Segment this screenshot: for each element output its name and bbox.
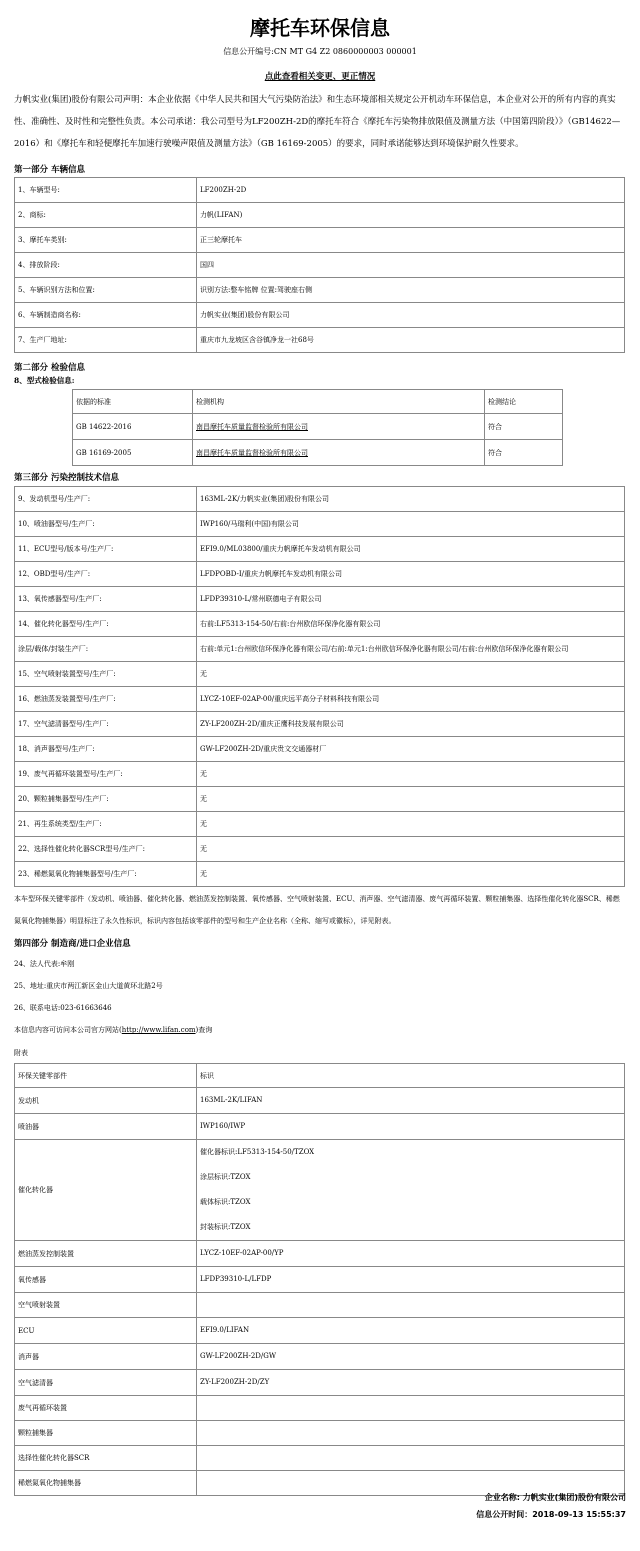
key-part-name-text: 喷油器 bbox=[18, 1122, 39, 1131]
key-part-marks bbox=[197, 1088, 625, 1114]
key-part-name bbox=[15, 1267, 197, 1293]
component-value bbox=[197, 687, 625, 712]
component-label-text: 18、消声器型号/生产厂: bbox=[18, 745, 95, 753]
component-value bbox=[197, 712, 625, 737]
component-value-text: LFDP39310-L/常州联德电子有限公司 bbox=[200, 595, 322, 603]
component-value bbox=[197, 537, 625, 562]
vehicle-field-label bbox=[15, 278, 197, 303]
page-title: 摩托车环保信息 bbox=[250, 16, 390, 40]
mark-text: LFDP39310-L/LFDP bbox=[200, 1275, 272, 1283]
vehicle-field-label bbox=[15, 303, 197, 328]
table-row bbox=[15, 562, 625, 587]
component-label bbox=[15, 787, 197, 812]
table-row bbox=[15, 1421, 625, 1446]
standard-cell-text: GB 14622-2016 bbox=[76, 422, 132, 431]
key-parts-note: 本车型环保关键零部件（发动机、喷油器、催化转化器、燃油蒸发控制装置、氧传感器、空气喷射装置、ECU、消声器、空气滤清器、废气再循环装置、颗粒捕集器、选择性催化转化器SCR、稀燃氮氧化物捕集器）明显标注了永久性标识，标识内容包括该零部件的型号和生产企业名称（全称、缩写或徽标），详见附表。 bbox=[14, 895, 620, 925]
testing-org-cell bbox=[193, 414, 485, 440]
vehicle-field-label-text: 4、排放阶段: bbox=[18, 261, 60, 269]
vehicle-field-value-text: 重庆市九龙坡区含谷镇净龙一社68号 bbox=[200, 336, 314, 344]
mark-text: 涂层标识:TZOX bbox=[200, 1173, 251, 1181]
change-history-link[interactable]: 点此查看相关变更、更正情况 bbox=[264, 72, 376, 82]
table-row bbox=[15, 637, 625, 662]
vehicle-field-label bbox=[15, 228, 197, 253]
component-label bbox=[15, 662, 197, 687]
vehicle-field-label-text: 2、商标: bbox=[18, 211, 46, 219]
key-part-name bbox=[15, 1396, 197, 1421]
key-part-marks bbox=[197, 1114, 625, 1140]
table-row bbox=[15, 837, 625, 862]
part4-heading: 第四部分 制造商/进口企业信息 bbox=[14, 939, 131, 949]
component-value bbox=[197, 762, 625, 787]
component-value-text: 无 bbox=[200, 820, 207, 828]
column-header-text: 依据的标准 bbox=[76, 397, 111, 406]
testing-org-cell-text[interactable]: 南昌摩托车质量监督检验所有限公司 bbox=[196, 448, 308, 457]
column-header bbox=[15, 1064, 197, 1088]
component-value bbox=[197, 487, 625, 512]
vehicle-field-value-text: LF200ZH-2D bbox=[200, 186, 247, 194]
component-value bbox=[197, 662, 625, 687]
vehicle-field-value bbox=[197, 228, 625, 253]
vehicle-field-value bbox=[197, 203, 625, 228]
mark-text: EFI9.0/LIFAN bbox=[200, 1326, 250, 1334]
key-part-name bbox=[15, 1370, 197, 1396]
component-label-text: 17、空气滤清器型号/生产厂: bbox=[18, 720, 109, 728]
component-value bbox=[197, 787, 625, 812]
component-label bbox=[15, 637, 197, 662]
mark-text: ZY-LF200ZH-2D/ZY bbox=[200, 1378, 270, 1386]
key-part-marks bbox=[197, 1446, 625, 1471]
component-label bbox=[15, 762, 197, 787]
column-header-text: 标识 bbox=[200, 1071, 214, 1080]
table-row bbox=[15, 787, 625, 812]
key-part-name bbox=[15, 1293, 197, 1318]
component-value bbox=[197, 637, 625, 662]
component-value-text: ZY-LF200ZH-2D/重庆正鹰科技发展有限公司 bbox=[200, 720, 344, 728]
column-header bbox=[193, 390, 485, 414]
footer-company: 企业名称: 力帆实业(集团)股份有限公司 bbox=[484, 1493, 626, 1502]
key-part-name-text: 催化转化器 bbox=[18, 1186, 53, 1194]
key-part-marks bbox=[197, 1421, 625, 1446]
key-part-marks bbox=[197, 1267, 625, 1293]
table-row bbox=[15, 487, 625, 512]
vehicle-field-label bbox=[15, 328, 197, 353]
key-part-name bbox=[15, 1088, 197, 1114]
vehicle-field-label-text: 5、车辆识别方法和位置: bbox=[18, 286, 95, 294]
website-query-suffix: )查询 bbox=[195, 1026, 213, 1034]
key-part-marks bbox=[197, 1318, 625, 1344]
key-part-name-text: 空气喷射装置 bbox=[18, 1301, 60, 1309]
component-label bbox=[15, 687, 197, 712]
key-part-name bbox=[15, 1471, 197, 1496]
table-row bbox=[15, 1293, 625, 1318]
key-part-name bbox=[15, 1344, 197, 1370]
table-row bbox=[15, 303, 625, 328]
component-label bbox=[15, 487, 197, 512]
component-label-text: 19、废气再循环装置型号/生产厂: bbox=[18, 770, 123, 778]
key-part-name-text: 废气再循环装置 bbox=[18, 1404, 67, 1412]
component-label bbox=[15, 537, 197, 562]
mark-text: 催化器标识:LF5313-154-50/TZOX bbox=[200, 1148, 315, 1156]
disclosure-number: 信息公开编号:CN MT G4 Z2 0860000003 000001 bbox=[223, 47, 417, 56]
vehicle-field-value-text: 识别方法:整车铭牌 位置:驾驶座右侧 bbox=[200, 286, 312, 294]
vehicle-field-value bbox=[197, 303, 625, 328]
component-label bbox=[15, 812, 197, 837]
component-value-text: IWP160/马瑞利(中国)有限公司 bbox=[200, 520, 299, 528]
vehicle-field-value-text: 力帆(LIFAN) bbox=[200, 211, 243, 219]
key-part-name-text: 消声器 bbox=[18, 1352, 39, 1361]
key-part-name-text: 颗粒捕集器 bbox=[18, 1429, 53, 1437]
component-label bbox=[15, 737, 197, 762]
testing-org-cell bbox=[193, 440, 485, 466]
component-value-text: 163ML-2K/力帆实业(集团)股份有限公司 bbox=[200, 495, 330, 503]
column-header-text: 检测结论 bbox=[488, 397, 516, 406]
footer-time: 信息公开时间：2018-09-13 15:55:37 bbox=[476, 1510, 626, 1519]
component-value-text: 无 bbox=[200, 870, 207, 878]
key-part-name-text: ECU bbox=[18, 1326, 35, 1335]
component-label-text: 13、氧传感器型号/生产厂: bbox=[18, 595, 102, 603]
table-row bbox=[15, 1267, 625, 1293]
appendix-table bbox=[14, 1063, 625, 1496]
table-row bbox=[15, 1114, 625, 1140]
key-part-name-text: 燃油蒸发控制装置 bbox=[18, 1249, 74, 1258]
table-row bbox=[73, 440, 563, 466]
component-label-text: 22、选择性催化转化器SCR型号/生产厂: bbox=[18, 845, 146, 853]
key-part-name-text: 稀燃氮氧化物捕集器 bbox=[18, 1479, 81, 1487]
key-part-name-text: 空气滤清器 bbox=[18, 1378, 53, 1387]
key-part-name bbox=[15, 1241, 197, 1267]
component-label-text: 14、催化转化器型号/生产厂: bbox=[18, 620, 109, 628]
component-label-text: 20、颗粒捕集器型号/生产厂: bbox=[18, 795, 109, 803]
vehicle-field-value bbox=[197, 178, 625, 203]
vehicle-field-value-text: 正三轮摩托车 bbox=[200, 236, 242, 244]
component-label-text: 12、OBD型号/生产厂: bbox=[18, 570, 91, 578]
table-header-row bbox=[73, 390, 563, 414]
vehicle-info-table bbox=[14, 177, 625, 353]
table-row bbox=[15, 537, 625, 562]
result-cell-text: 符合 bbox=[488, 448, 502, 457]
component-value bbox=[197, 862, 625, 887]
mark-text: 163ML-2K/LIFAN bbox=[200, 1096, 263, 1104]
key-part-marks bbox=[197, 1293, 625, 1318]
component-value-text: 无 bbox=[200, 795, 207, 803]
contact-phone: 26、联系电话:023-61663646 bbox=[14, 1004, 112, 1012]
column-header bbox=[197, 1064, 625, 1088]
component-value-text: EFI9.0/ML03800/重庆力帆摩托车发动机有限公司 bbox=[200, 545, 361, 553]
component-value bbox=[197, 587, 625, 612]
vehicle-field-label bbox=[15, 178, 197, 203]
table-row bbox=[15, 862, 625, 887]
component-label bbox=[15, 612, 197, 637]
pollution-control-table bbox=[14, 486, 625, 887]
component-label bbox=[15, 562, 197, 587]
component-value bbox=[197, 737, 625, 762]
vehicle-field-value bbox=[197, 278, 625, 303]
component-value-text: 右前:LF5313-154-50/右前:台州欧信环保净化器有限公司 bbox=[200, 620, 381, 628]
table-row bbox=[15, 737, 625, 762]
component-label-text: 10、喷油器型号/生产厂: bbox=[18, 520, 95, 528]
component-value bbox=[197, 837, 625, 862]
vehicle-field-label-text: 7、生产厂地址: bbox=[18, 336, 67, 344]
component-value-text: LFDPOBD-I/重庆力帆摩托车发动机有限公司 bbox=[200, 570, 342, 578]
component-value-text: 右前:单元1:台州欧信环保净化器有限公司/右前:单元1:台州欧信环保净化器有限公司/右前:台州欧信环保净化器有限公司 bbox=[200, 645, 569, 653]
mark-text: 封装标识:TZOX bbox=[200, 1223, 251, 1231]
standard-cell-text: GB 16169-2005 bbox=[76, 448, 132, 457]
table-row bbox=[15, 1396, 625, 1421]
key-part-name-text: 选择性催化转化器SCR bbox=[18, 1454, 90, 1462]
table-row bbox=[15, 762, 625, 787]
component-value-text: LYCZ-10EF-02AP-00/重庆远平高分子材料科技有限公司 bbox=[200, 695, 380, 703]
key-part-name bbox=[15, 1114, 197, 1140]
key-part-name-text: 发动机 bbox=[18, 1096, 39, 1105]
table-row bbox=[15, 1140, 625, 1241]
key-part-marks bbox=[197, 1241, 625, 1267]
vehicle-field-label-text: 6、车辆制造商名称: bbox=[18, 311, 81, 319]
testing-org-cell-text[interactable]: 南昌摩托车质量监督检验所有限公司 bbox=[196, 422, 308, 431]
standard-cell bbox=[73, 414, 193, 440]
component-label-text: 涂层/载体/封装生产厂: bbox=[18, 645, 89, 653]
legal-representative: 24、法人代表:牟刚 bbox=[14, 960, 75, 968]
key-part-name bbox=[15, 1140, 197, 1241]
table-row bbox=[15, 1318, 625, 1344]
table-row bbox=[15, 587, 625, 612]
mark-text: LYCZ-10EF-02AP-00/YP bbox=[200, 1249, 284, 1257]
part2-heading: 第二部分 检验信息 bbox=[14, 363, 85, 373]
type-inspection-label: 8、型式检验信息: bbox=[14, 376, 75, 385]
column-header-text: 检测机构 bbox=[196, 397, 224, 406]
part3-heading: 第三部分 污染控制技术信息 bbox=[14, 473, 119, 483]
key-part-marks bbox=[197, 1370, 625, 1396]
component-label-text: 15、空气喷射装置型号/生产厂: bbox=[18, 670, 116, 678]
company-statement: 力帆实业(集团)股份有限公司声明：本企业依据《中华人民共和国大气污染防治法》和生态环境部相关规定公开机动车环保信息，本企业对公开的所有内容的真实性、准确性、及时性和完整性负责。本公司承诺：我公司型号为LF200ZH-2D的摩托车符合《摩托车污染物排放限值及测量方法（中国第四阶段）》（GB14622—2016）和《摩托车和轻便摩托车加速行驶噪声限值及测量方法》（GB 16169-2005）的要求，同时承诺能够达到环境保护耐久性要求。 bbox=[14, 95, 621, 149]
component-value-text: 无 bbox=[200, 845, 207, 853]
table-row bbox=[15, 278, 625, 303]
key-part-marks bbox=[197, 1140, 625, 1241]
component-label-text: 16、燃油蒸发装置型号/生产厂: bbox=[18, 695, 116, 703]
component-label-text: 11、ECU型号/版本号/生产厂: bbox=[18, 545, 114, 553]
inspection-table bbox=[72, 389, 563, 466]
component-label bbox=[15, 587, 197, 612]
result-cell bbox=[485, 440, 563, 466]
vehicle-field-value bbox=[197, 253, 625, 278]
key-part-marks bbox=[197, 1344, 625, 1370]
table-row bbox=[73, 414, 563, 440]
column-header bbox=[73, 390, 193, 414]
component-value-text: 无 bbox=[200, 670, 207, 678]
table-row bbox=[15, 328, 625, 353]
table-row bbox=[15, 1241, 625, 1267]
table-row bbox=[15, 712, 625, 737]
column-header-text: 环保关键零部件 bbox=[18, 1071, 67, 1080]
table-row bbox=[15, 253, 625, 278]
vehicle-field-value-text: 国四 bbox=[200, 261, 214, 269]
component-label bbox=[15, 712, 197, 737]
table-row bbox=[15, 203, 625, 228]
component-label-text: 23、稀燃氮氧化物捕集器型号/生产厂: bbox=[18, 870, 137, 878]
vehicle-field-label-text: 1、车辆型号: bbox=[18, 186, 60, 194]
component-label bbox=[15, 862, 197, 887]
table-row bbox=[15, 228, 625, 253]
vehicle-field-value-text: 力帆实业(集团)股份有限公司 bbox=[200, 311, 290, 319]
website-link[interactable]: http://www.lifan.com bbox=[121, 1026, 196, 1034]
vehicle-field-label bbox=[15, 203, 197, 228]
component-value-text: GW-LF200ZH-2D/重庆贵文交通器材厂 bbox=[200, 745, 327, 753]
company-address: 25、地址:重庆市两江新区金山大道黄环北路2号 bbox=[14, 982, 163, 990]
column-header bbox=[485, 390, 563, 414]
key-part-name bbox=[15, 1421, 197, 1446]
table-row bbox=[15, 812, 625, 837]
component-label bbox=[15, 837, 197, 862]
table-row bbox=[15, 612, 625, 637]
component-value bbox=[197, 512, 625, 537]
mark-text: GW-LF200ZH-2D/GW bbox=[200, 1352, 277, 1360]
result-cell-text: 符合 bbox=[488, 422, 502, 431]
component-label-text: 9、发动机型号/生产厂: bbox=[18, 495, 91, 503]
result-cell bbox=[485, 414, 563, 440]
table-row bbox=[15, 687, 625, 712]
key-part-marks bbox=[197, 1396, 625, 1421]
mark-text: 载体标识:TZOX bbox=[200, 1198, 251, 1206]
component-label bbox=[15, 512, 197, 537]
component-value bbox=[197, 812, 625, 837]
mark-text: IWP160/IWP bbox=[200, 1122, 246, 1130]
website-query-line bbox=[14, 1025, 212, 1035]
table-row bbox=[15, 178, 625, 203]
table-row bbox=[15, 662, 625, 687]
table-header-row bbox=[15, 1064, 625, 1088]
vehicle-field-label-text: 3、摩托车类别: bbox=[18, 236, 67, 244]
key-part-name-text: 氧传感器 bbox=[18, 1275, 46, 1284]
table-row bbox=[15, 512, 625, 537]
component-value bbox=[197, 612, 625, 637]
component-value bbox=[197, 562, 625, 587]
component-value-text: 无 bbox=[200, 770, 207, 778]
table-row bbox=[15, 1370, 625, 1396]
vehicle-field-label bbox=[15, 253, 197, 278]
table-row bbox=[15, 1344, 625, 1370]
key-part-name bbox=[15, 1446, 197, 1471]
part1-heading: 第一部分 车辆信息 bbox=[14, 165, 85, 175]
table-row bbox=[15, 1088, 625, 1114]
component-label-text: 21、再生系统类型/生产厂: bbox=[18, 820, 102, 828]
standard-cell bbox=[73, 440, 193, 466]
table-row bbox=[15, 1446, 625, 1471]
website-query-prefix: 本信息内容可访问本公司官方网站( bbox=[14, 1026, 122, 1034]
key-part-name bbox=[15, 1318, 197, 1344]
appendix-heading: 附表 bbox=[14, 1049, 28, 1057]
vehicle-field-value bbox=[197, 328, 625, 353]
